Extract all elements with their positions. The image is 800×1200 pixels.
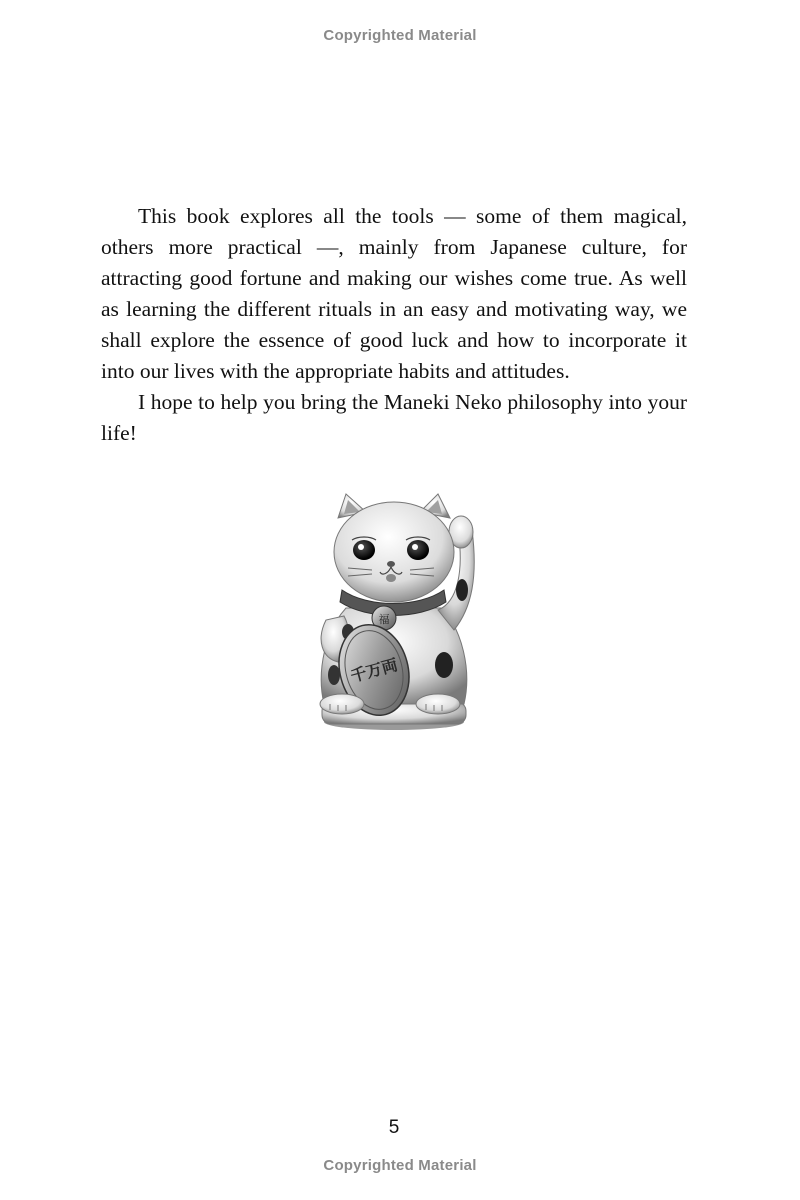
copyright-watermark-bottom: Copyrighted Material (323, 1157, 477, 1174)
body-text (101, 201, 687, 449)
coin-inscription: 千万両 (348, 655, 400, 686)
copyright-watermark-top: Copyrighted Material (323, 27, 477, 44)
svg-text:福: 福 (378, 613, 390, 626)
maneki-neko-icon (308, 490, 480, 732)
paragraph-1: This book explores all the tools — some of them magical, others more practical —, mainly from Japanese culture, for attracting good fortune and making our wishes come true. As well as learning the different rituals in an easy and motivating way, we shall explore the essence of good luck and how to incorporate it into our lives with the appropriate habits and attitudes. (101, 204, 687, 383)
maneki-neko-illustration (308, 490, 480, 732)
paragraph-2: I hope to help you bring the Maneki Neko philosophy into your life! (101, 390, 687, 445)
page-number: 5 (388, 1117, 400, 1138)
